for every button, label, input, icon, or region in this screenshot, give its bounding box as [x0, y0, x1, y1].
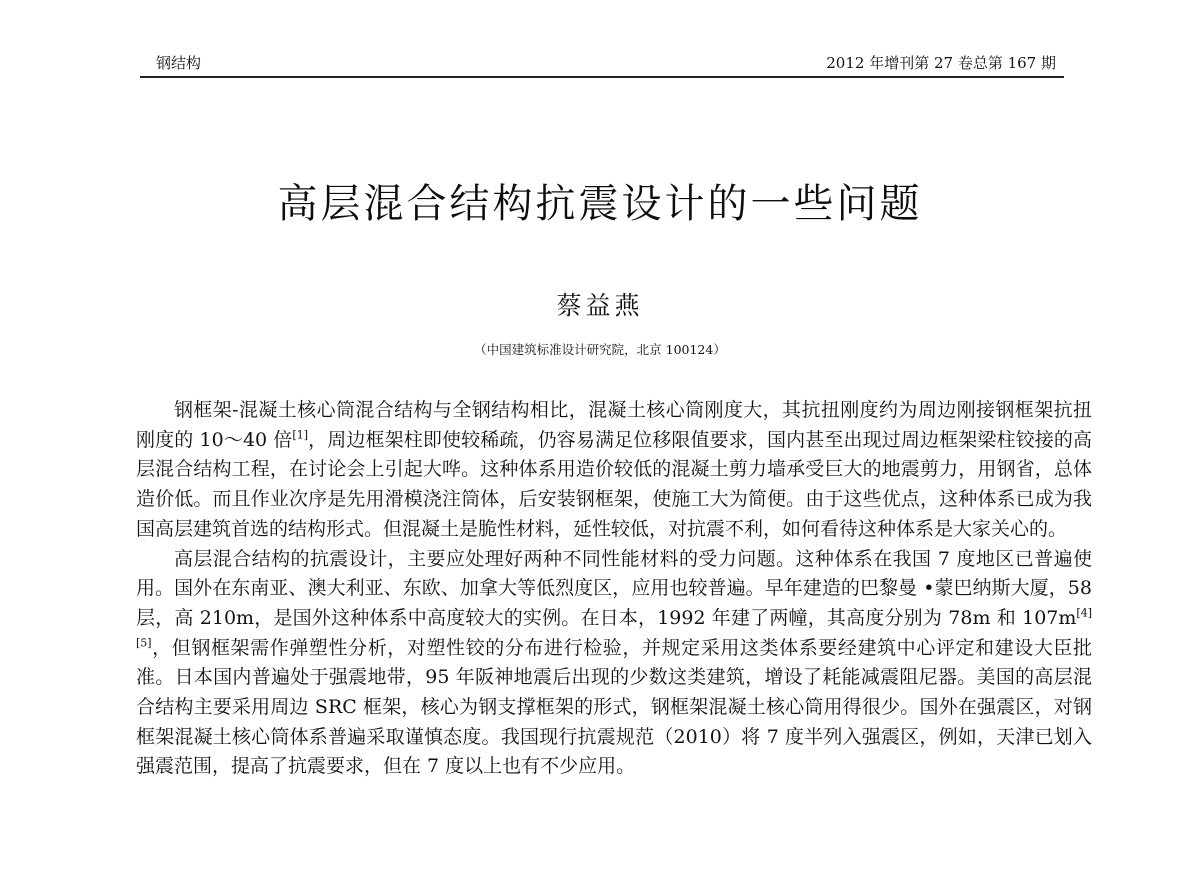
- paragraph-2: [136, 545, 1092, 783]
- citation-2: [4][5]: [136, 606, 1092, 650]
- paragraph-2-text-b: ，但钢框架需作弹塑性分析，对塑性铰的分布进行检验，并规定采用这类体系要经建筑中心评定和建设大臣批准。日本国内普遍处于强震地带，95 年阪神地震后出现的少数这类建筑，增设了耗能减震阻尼器。美国的高层混合结构主要采用周边 SRC 框架，核心为钢支撑框架的形式，钢框架混凝土核心筒用得很少。国外在强震区，对钢框架混凝土核心筒体系普遍采取谨慎态度。我国现行抗震规范（2010）将 7 度半列入强震区，例如，天津已划入强震范围，提高了抗震要求，但在 7 度以上也有不少应用。: [136, 636, 1092, 778]
- paper-title: 高层混合结构抗震设计的一些问题: [277, 181, 923, 227]
- running-header: [140, 52, 1064, 78]
- citation-1: [1]: [292, 428, 308, 442]
- author-affiliation: （中国建筑标准设计研究院，北京 100124）: [474, 342, 726, 357]
- paragraph-1: [136, 396, 1092, 545]
- paragraph-1-text-b: ，周边框架柱即使较稀疏，仍容易满足位移限值要求，国内甚至出现过周边框架梁柱铰接的高层混合结构工程，在讨论会上引起大哗。这种体系用造价较低的混凝土剪力墙承受巨大的地震剪力，用钢省，总体造价低。而且作业次序是先用滑模浇注筒体，后安装钢框架，使施工大为简便。由于这些优点，这种体系已成为我国高层建筑首选的结构形式。但混凝土是脆性材料，延性较低，对抗震不利，如何看待这种体系是大家关心的。: [136, 428, 1092, 540]
- journal-name: 钢结构: [156, 54, 202, 72]
- paragraph-2-text-a: 高层混合结构的抗震设计，主要应处理好两种不同性能材料的受力问题。这种体系在我国 7 度地区已普遍使用。国外在东南亚、澳大利亚、东欧、加拿大等低烈度区，应用也较普遍。早年建造的巴黎曼 •蒙巴纳斯大厦，58 层，高 210m，是国外这种体系中高度较大的实例。在日本，1992 年建了两幢，其高度分别为 78m 和 107m: [136, 547, 1092, 629]
- paragraph-1-text-a: 钢框架-混凝土核心筒混合结构与全钢结构相比，混凝土核心筒刚度大，其抗扭刚度约为周边刚接钢框架抗扭刚度的 10～40 倍: [136, 399, 1092, 451]
- author-name: 蔡益燕: [556, 291, 644, 320]
- issue-info: 2012 年增刊第 27 卷总第 167 期: [826, 54, 1056, 72]
- body-text: [136, 396, 1092, 782]
